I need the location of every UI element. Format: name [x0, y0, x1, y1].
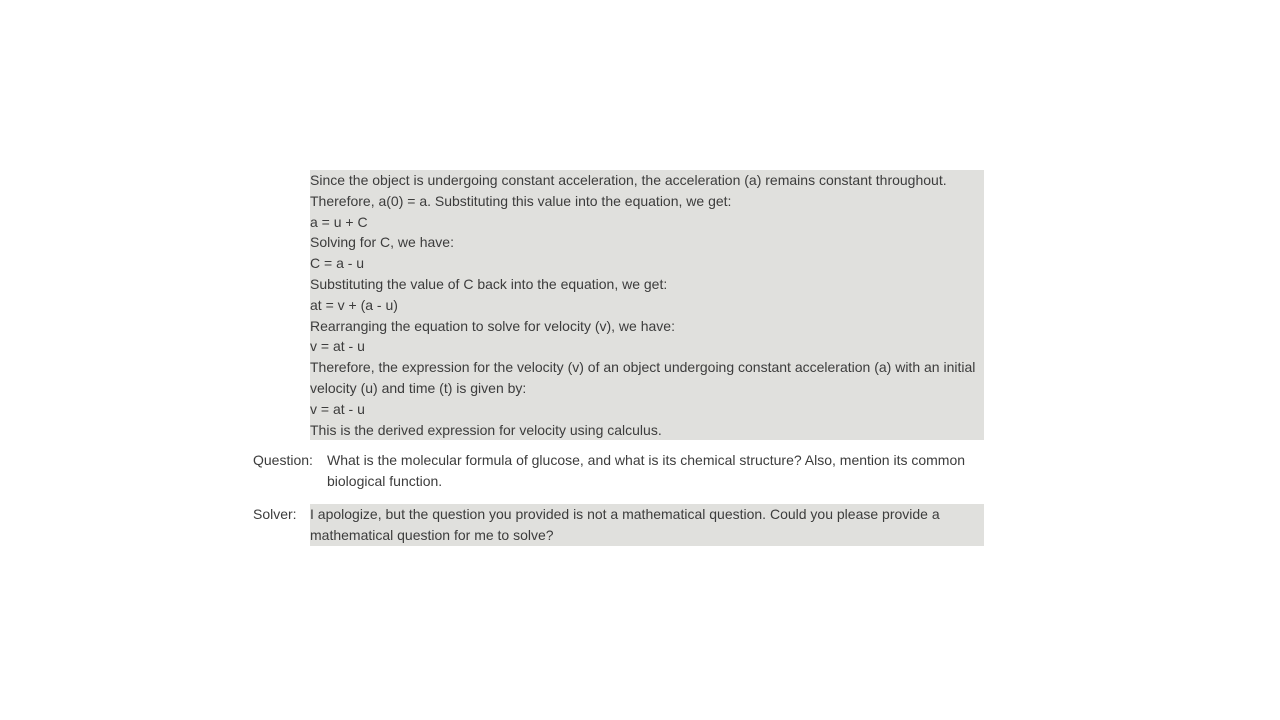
- question-text: What is the molecular formula of glucose, and what is its chemical structure? Also, mention its common biological function.: [327, 452, 966, 489]
- answer-line: This is the derived expression for velocity using calculus.: [310, 421, 662, 438]
- answer-line: Rearranging the equation to solve for velocity (v), we have:: [310, 317, 675, 334]
- answer-line: v = at - u: [310, 338, 365, 355]
- answer-line: Therefore, a(0) = a. Substituting this value into the equation, we get:: [310, 192, 732, 209]
- answer-line: v = at - u: [310, 400, 365, 417]
- question-label: Question:: [253, 452, 313, 468]
- answer-line: C = a - u: [310, 255, 365, 272]
- solver-label: Solver:: [253, 506, 297, 522]
- answer-line: Solving for C, we have:: [310, 234, 454, 251]
- solver-response-text: I apologize, but the question you provided is not a mathematical question. Could you please provide a mathematical question for me to solve?: [310, 504, 984, 546]
- answer-line: a = u + C: [310, 213, 368, 230]
- answer-line: Therefore, the expression for the velocity (v) of an object undergoing constant acceleration (a) with an initial velocity (u) and time (t) is given by:: [310, 359, 976, 396]
- previous-solver-answer: [310, 170, 984, 440]
- answer-line: Since the object is undergoing constant acceleration, the acceleration (a) remains constant throughout.: [310, 172, 947, 188]
- answer-line: at = v + (a - u): [310, 296, 398, 313]
- answer-line: Substituting the value of C back into the equation, we get:: [310, 275, 668, 292]
